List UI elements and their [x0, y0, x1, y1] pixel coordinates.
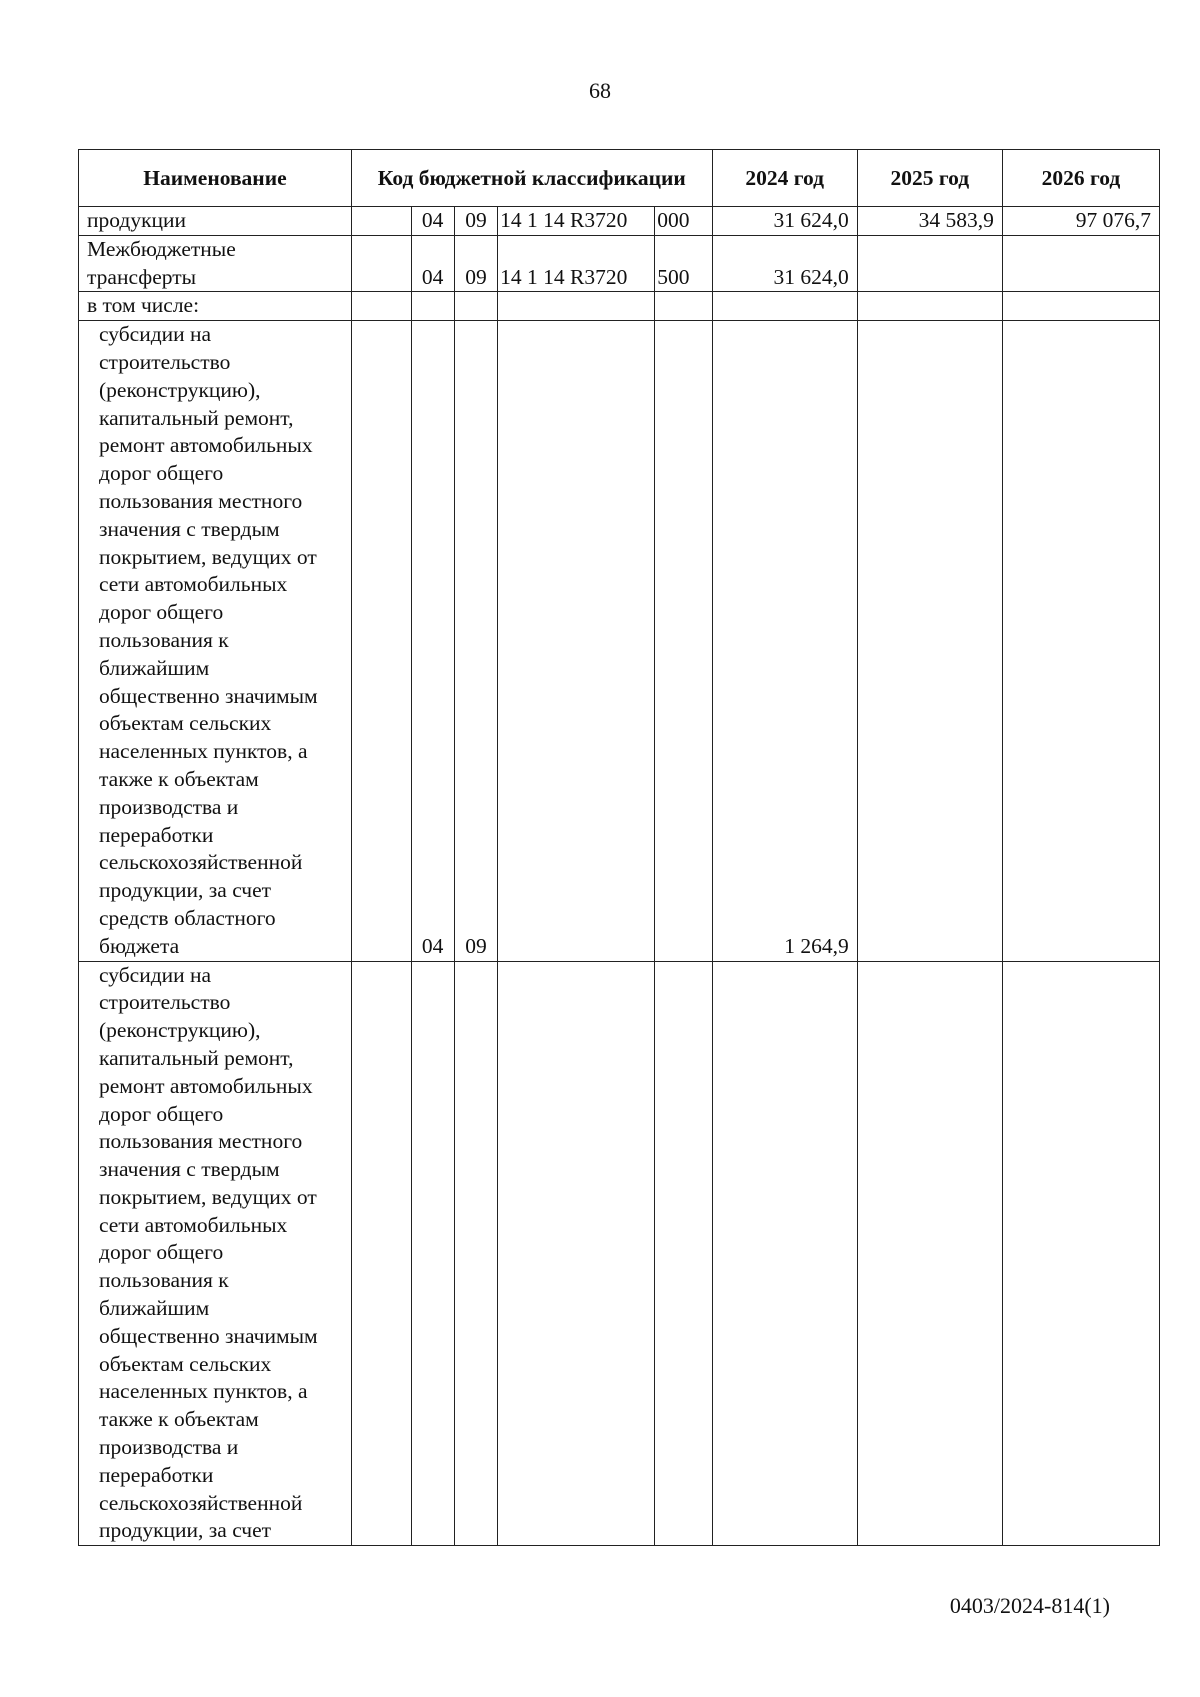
row-blank — [351, 207, 411, 236]
row-name: субсидии на строительство (реконструкцию), капитальный ремонт, ремонт автомобильных дорог общего пользования местного значения с твердым покрытием, ведущих от сети автомобильных дорог общего пользования к ближайшим общественно значимым объектам сельских населенных пунктов, а также к объектам производства и переработки сельскохозяйственной продукции, за счет средств областного бюджета — [79, 321, 352, 961]
header-row — [79, 150, 1160, 207]
row-section — [411, 292, 454, 321]
table-row — [79, 235, 1160, 292]
row-expense-type — [655, 961, 712, 1546]
row-2024: 31 624,0 — [712, 207, 857, 236]
row-2024: 31 624,0 — [712, 235, 857, 292]
row-2025 — [857, 292, 1002, 321]
row-subsection: 09 — [454, 321, 497, 961]
table-row — [79, 292, 1160, 321]
row-name: в том числе: — [79, 292, 352, 321]
row-2024: 1 264,9 — [712, 321, 857, 961]
row-2024 — [712, 292, 857, 321]
row-2025: 34 583,9 — [857, 207, 1002, 236]
row-target-article: 14 1 14 R3720 — [498, 207, 655, 236]
row-expense-type: 000 — [655, 207, 712, 236]
header-2024: 2024 год — [712, 150, 857, 207]
row-target-article — [498, 961, 655, 1546]
row-section: 04 — [411, 235, 454, 292]
row-blank — [351, 292, 411, 321]
row-2026 — [1002, 292, 1159, 321]
row-section: 04 — [411, 207, 454, 236]
row-target-article: 14 1 14 R3720 — [498, 235, 655, 292]
row-2026 — [1002, 961, 1159, 1546]
row-expense-type — [655, 321, 712, 961]
row-subsection: 09 — [454, 235, 497, 292]
row-expense-type: 500 — [655, 235, 712, 292]
row-2025 — [857, 235, 1002, 292]
row-target-article — [498, 321, 655, 961]
page-number: 68 — [589, 78, 611, 103]
header-2025: 2025 год — [857, 150, 1002, 207]
row-blank — [351, 321, 411, 961]
row-2026 — [1002, 321, 1159, 961]
row-name: продукции — [79, 207, 352, 236]
table-row — [79, 961, 1160, 1546]
document-code: 0403/2024-814(1) — [949, 1593, 1110, 1618]
budget-table — [78, 149, 1160, 1546]
row-2025 — [857, 961, 1002, 1546]
row-2024 — [712, 961, 857, 1546]
header-2026: 2026 год — [1002, 150, 1159, 207]
row-section: 04 — [411, 321, 454, 961]
row-target-article — [498, 292, 655, 321]
row-name: субсидии на строительство (реконструкцию), капитальный ремонт, ремонт автомобильных дорог общего пользования местного значения с твердым покрытием, ведущих от сети автомобильных дорог общего пользования к ближайшим общественно значимым объектам сельских населенных пунктов, а также к объектам производства и переработки сельскохозяйственной продукции, за счет — [79, 961, 352, 1546]
header-code: Код бюджетной классификации — [351, 150, 712, 207]
row-subsection: 09 — [454, 207, 497, 236]
row-subsection — [454, 961, 497, 1546]
row-section — [411, 961, 454, 1546]
row-name: Межбюджетные трансферты — [79, 235, 352, 292]
row-expense-type — [655, 292, 712, 321]
header-name: Наименование — [79, 150, 352, 207]
row-blank — [351, 235, 411, 292]
row-2025 — [857, 321, 1002, 961]
row-blank — [351, 961, 411, 1546]
row-subsection — [454, 292, 497, 321]
row-2026 — [1002, 235, 1159, 292]
table-row — [79, 321, 1160, 961]
table-row — [79, 207, 1160, 236]
row-2026: 97 076,7 — [1002, 207, 1159, 236]
